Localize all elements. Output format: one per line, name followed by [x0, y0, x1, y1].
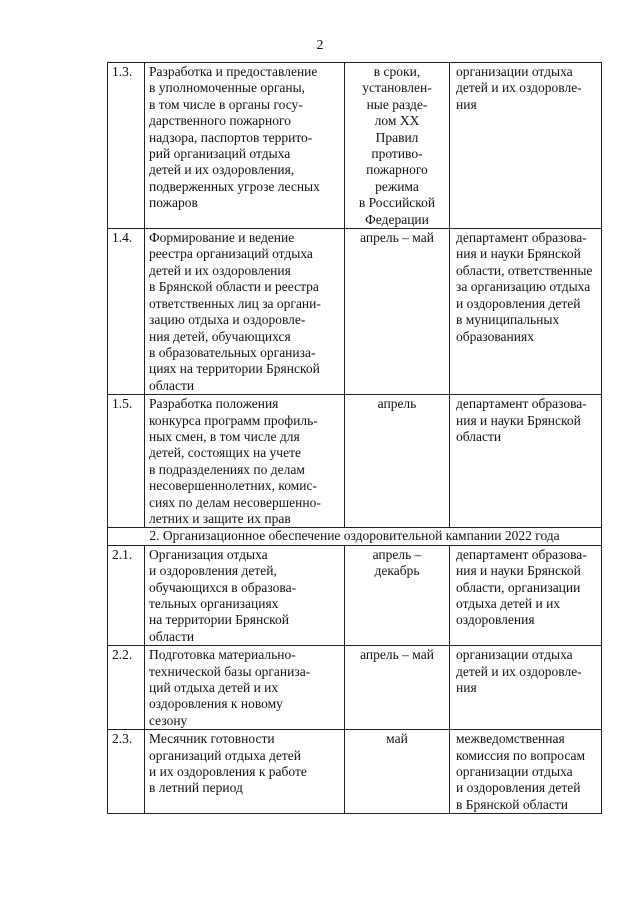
- item-number: 1.3.: [108, 63, 145, 229]
- activity-cell: Подготовка материально- технической базы организа- ций отдыха детей и их оздоровления к новому сезону: [145, 646, 345, 730]
- responsible-cell: департамент образова- ния и науки Брянской области: [450, 395, 602, 528]
- activity-cell: Разработка и предоставление в уполномоченные органы, в том числе в органы госу- дарственного пожарного надзора, паспортов террито- рий организаций отдыха детей и их оздоровления, подверженных угрозе лесных пожаров: [145, 63, 345, 229]
- item-number: 2.1.: [108, 545, 145, 645]
- table-row: [108, 730, 602, 814]
- plan-table: [107, 62, 602, 814]
- schedule-cell: апрель – май: [345, 229, 450, 395]
- item-number: 2.2.: [108, 646, 145, 730]
- item-number: 1.5.: [108, 395, 145, 528]
- section-title: 2. Организационное обеспечение оздоровительной кампании 2022 года: [108, 528, 602, 545]
- page-number: 2: [316, 38, 324, 53]
- activity-cell: Месячник готовности организаций отдыха детей и их оздоровления к работе в летний период: [145, 730, 345, 814]
- activity-cell: Формирование и ведение реестра организаций отдыха детей и их оздоровления в Брянской области и реестра ответственных лиц за органи- зацию отдыха и оздоровле- ния детей, обучающихся в образовательных организа- циях на территории Брянской области: [145, 229, 345, 395]
- section-row: [108, 528, 602, 545]
- responsible-cell: департамент образова- ния и науки Брянской области, ответственные за организацию отдыха и оздоровления детей в муниципальных образованиях: [450, 229, 602, 395]
- activity-cell: Разработка положения конкурса программ профиль- ных смен, в том числе для детей, состоящих на учете в подразделениях по делам несовершеннолетних, комис- сиях по делам несовершенно- летних и защите их прав: [145, 395, 345, 528]
- responsible-cell: межведомственная комиссия по вопросам организации отдыха и оздоровления детей в Брянской области: [450, 730, 602, 814]
- table-row: [108, 395, 602, 528]
- table-row: [108, 545, 602, 645]
- schedule-cell: май: [345, 730, 450, 814]
- responsible-cell: организации отдыха детей и их оздоровле- ния: [450, 646, 602, 730]
- activity-cell: Организация отдыха и оздоровления детей, обучающихся в образова- тельных организациях на территории Брянской области: [145, 545, 345, 645]
- responsible-cell: организации отдыха детей и их оздоровле- ния: [450, 63, 602, 229]
- responsible-cell: департамент образова- ния и науки Брянской области, организации отдыха детей и их оздоровления: [450, 545, 602, 645]
- schedule-cell: апрель – декабрь: [345, 545, 450, 645]
- table-row: [108, 646, 602, 730]
- table-row: [108, 63, 602, 229]
- schedule-cell: апрель – май: [345, 646, 450, 730]
- item-number: 2.3.: [108, 730, 145, 814]
- schedule-cell: апрель: [345, 395, 450, 528]
- item-number: 1.4.: [108, 229, 145, 395]
- schedule-cell: в сроки, установлен- ные разде- лом XX Правил противо- пожарного режима в Российской Федерации: [345, 63, 450, 229]
- table-row: [108, 229, 602, 395]
